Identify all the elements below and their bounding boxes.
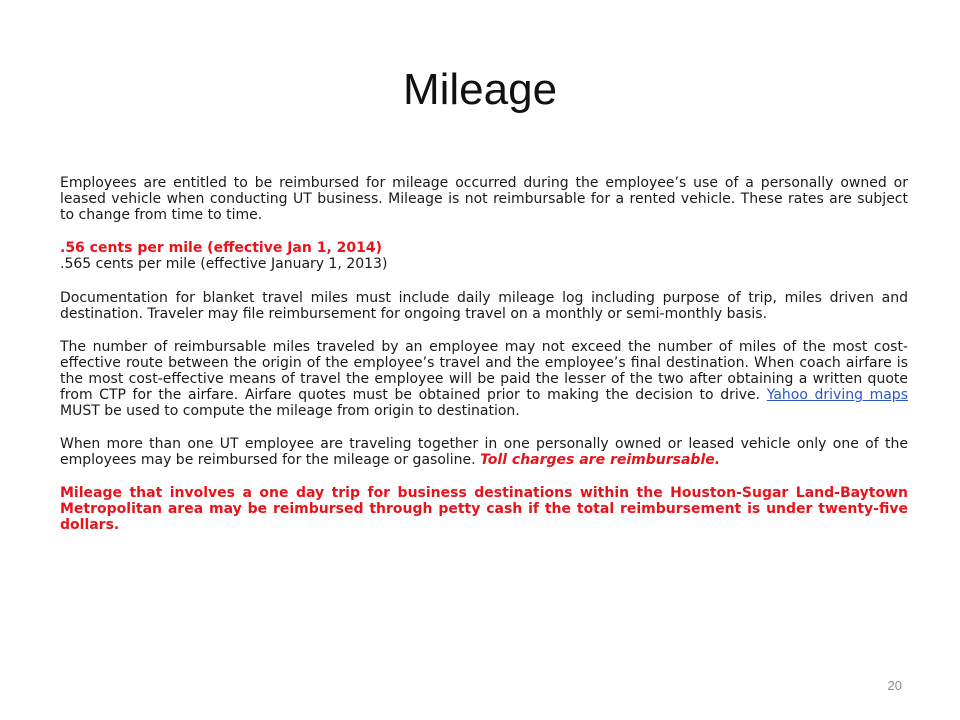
yahoo-driving-maps-link[interactable]: Yahoo driving maps <box>766 387 908 403</box>
petty-cash-paragraph: Mileage that involves a one day trip for business destinations within the Houston-Sugar Land-Baytown Metropolitan area may be reimbursed through petty cash if the total reimbursement is under twenty-five dollars. <box>60 485 908 533</box>
shared-vehicle-paragraph <box>60 436 908 468</box>
toll-charges-note: Toll charges are reimbursable. <box>480 452 721 468</box>
previous-rate: .565 cents per mile (effective January 1, 2013) <box>60 256 388 272</box>
page-number: 20 <box>887 678 902 693</box>
mileage-rates <box>60 240 908 272</box>
miles-rule-paragraph <box>60 339 908 419</box>
miles-rule-text: The number of reimbursable miles traveled by an employee may not exceed the number of miles of the most cost-effective route between the origin of the employee’s travel and the employee’s final destination. When coach airfare is the most cost-effective means of travel the employee will be paid the lesser of the two after obtaining a written quote from CTP for the airfare. Airfare quotes must be obtained prior to making the decision to drive. <box>60 339 908 403</box>
miles-rule-text-after: MUST be used to compute the mileage from origin to destination. <box>60 403 520 419</box>
shared-vehicle-text: When more than one UT employee are traveling together in one personally owned or leased vehicle only one of the employees may be reimbursed for the mileage or gasoline. <box>60 436 908 468</box>
current-rate: .56 cents per mile (effective Jan 1, 2014) <box>60 240 382 256</box>
intro-paragraph: Employees are entitled to be reimbursed for mileage occurred during the employee’s use of a personally owned or leased vehicle when conducting UT business. Mileage is not reimbursable for a rented vehicle. These rates are subject to change from time to time. <box>60 175 908 223</box>
documentation-paragraph: Documentation for blanket travel miles must include daily mileage log including purpose of trip, miles driven and destination. Traveler may file reimbursement for ongoing travel on a monthly or semi-monthly basis. <box>60 290 908 322</box>
slide-body <box>60 175 908 550</box>
slide-title: Mileage <box>402 65 558 114</box>
